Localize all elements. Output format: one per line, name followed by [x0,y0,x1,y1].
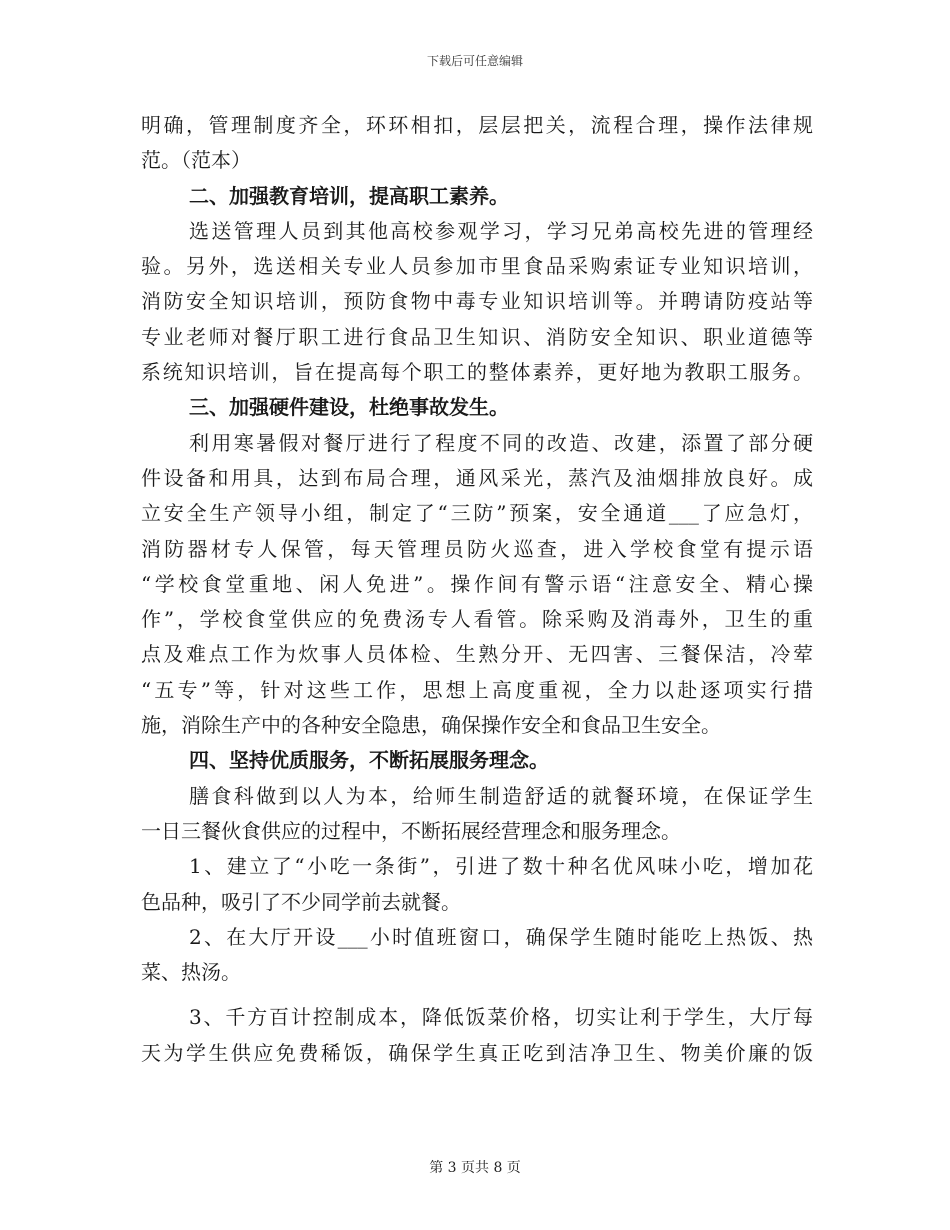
text-line: “五专”等，针对这些工作，思想上高度重视，全力以赴逐项实行措 [141,677,813,702]
text-line: 专业老师对餐厅职工进行食品卫生知识、消防安全知识、职业道德等 [141,324,813,349]
section-heading: 三、加强硬件建设，杜绝事故发生。 [189,395,509,420]
text-line: 验。另外，选送相关专业人员参加市里食品采购索证专业知识培训， [141,254,813,279]
section-heading: 四、坚持优质服务，不断拓展服务理念。 [189,748,549,773]
paragraph-gap [141,990,813,1000]
text-line: 天为学生供应免费稀饭，确保学生真正吃到洁净卫生、物美价廉的饭 [141,1040,813,1065]
text-line: 系统知识培训，旨在提高每个职工的整体素养，更好地为教职工服务。 [141,360,813,385]
text-line: 2、在大厅开设___小时值班窗口，确保学生随时能吃上热饭、热 [189,924,813,949]
text-line: 利用寒暑假对餐厅进行了程度不同的改造、改建，添置了部分硬 [189,430,813,455]
text-line: 范。（范本） [141,148,251,173]
text-line: 一日三餐伙食供应的过程中，不断拓展经营理念和服务理念。 [141,818,681,843]
page-footer: 第 3 页共 8 页 [429,1160,521,1176]
text-line: 施，消除生产中的各种安全隐患，确保操作安全和食品卫生安全。 [141,713,721,738]
section-heading: 二、加强教育培训，提高职工素养。 [189,183,509,208]
text-line: 点及难点工作为炊事人员体检、生熟分开、无四害、三餐保洁，冷荤 [141,642,813,667]
text-line: 3、千方百计控制成本，降低饭菜价格，切实让利于学生，大厅每 [189,1005,813,1030]
text-line: “学校食堂重地、闲人免进”。操作间有警示语“注意安全、精心操 [141,571,813,596]
text-line: 菜、热汤。 [141,960,241,985]
text-line: 消防安全知识培训，预防食物中毒专业知识培训等。并聘请防疫站等 [141,289,813,314]
document-body [141,108,813,1071]
text-line: 立安全生产领导小组，制定了“三防”预案，安全通道___了应急灯， [141,501,813,526]
text-line: 件设备和用具，达到布局合理，通风采光，蒸汽及油烟排放良好。成 [141,465,813,490]
text-line: 选送管理人员到其他高校参观学习，学习兄弟高校先进的管理经 [189,218,813,243]
text-line: 消防器材专人保管，每天管理员防火巡查，进入学校食堂有提示语 [141,536,813,561]
text-line: 膳食科做到以人为本，给师生制造舒适的就餐环境，在保证学生 [189,783,813,808]
text-line: 作”，学校食堂供应的免费汤专人看管。除采购及消毒外，卫生的重 [141,607,813,632]
text-line: 色品种，吸引了不少同学前去就餐。 [141,889,461,914]
text-line: 1、建立了“小吃一条街”，引进了数十种名优风味小吃，增加花 [189,854,813,879]
page-header: 下载后可任意编辑 [426,54,523,68]
text-line: 明确，管理制度齐全，环环相扣，层层把关，流程合理，操作法律规 [141,113,813,137]
